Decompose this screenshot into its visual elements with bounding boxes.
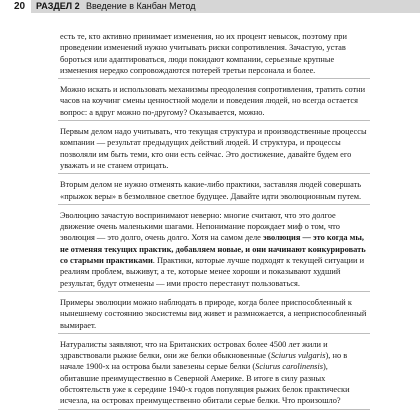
text-run: есть те, кто активно принимает изменения, но их процент невысок, поэтому при проведении изменений нужно учитывать риски сопротивления. Зачастую, устав бороться или адаптироваться, люди покидают компании, серьезные крупные изменения нередко сопровождаются потерей третьи персонала и более.: [60, 32, 347, 75]
text-run: ), но в начале 1900-х на острова были завезены серые белки (: [60, 351, 348, 372]
emphasized-text: эволюция — это когда мы, не отменяя текущих практик, добавляем новые, и они начинают конкурировать со старыми практиками: [60, 233, 366, 266]
body-paragraph: [58, 30, 370, 79]
page-body: [58, 30, 370, 410]
text-run: . Практики, которые лучше подходят к текущей ситуации и реалиям проблем, выживут, а те, которые менее хороши и показывают худший результат, будут отменены — ими просто перестанут пользоваться.: [60, 256, 365, 288]
italic-term: Sciurus vulgaris: [270, 351, 326, 361]
body-paragraph: [58, 178, 370, 205]
body-paragraph: [58, 83, 370, 121]
section-header-bar: [31, 0, 420, 13]
section-title: Введение в Канбан Метод: [86, 1, 196, 11]
text-run: ), обитавшие преимущественно в Северной Америке. В итоге в силу разных обстоятельств уже к середине 1940-х годов популяция рыжих белок практически исчезла, на островах преимущественно обитали серые белки. Что произошло?: [60, 362, 350, 406]
body-paragraph: [58, 209, 370, 292]
body-paragraph: [58, 125, 370, 174]
running-header: [0, 0, 420, 13]
text-run: Можно искать и использовать механизмы преодоления сопротивления, тратить сотни часов на коучинг смены ценностной модели и поведения людей, но всегда остается вопрос: а вдруг можно по-другому? Оказывается, можно.: [60, 85, 366, 117]
text-run: Первым делом надо учитывать, что текущая структура и производственные процессы компании — результат предыдущих действий людей. И структура, и процессы позволяли им быть теми, кто они есть сейчас. Это достижение, давайте будем его уважать и не станем отрицать.: [60, 127, 367, 170]
body-paragraph: [58, 296, 370, 334]
page-number: 20: [14, 1, 26, 12]
section-label: РАЗДЕЛ 2: [36, 1, 80, 11]
body-paragraph: [58, 338, 370, 410]
italic-term: Sciurus carolinensis: [255, 362, 323, 372]
text-run: Примеры эволюции можно наблюдать в природе, когда более приспособленный к нынешнему состоянию экосистемы вид живет и размножается, а неприспособленный вымирает.: [60, 297, 367, 330]
text-run: Эволюцию зачастую воспринимают неверно: многие считают, что это долгое движение очень маленькими шагами. Непонимание порождает миф о том, что эволюция — это долго, очень долго. Хотя на самом деле: [60, 210, 340, 243]
text-run: Натуралисты заявляют, что на Британских островах более 4500 лет жили и здравствовали рыжие белки, они же белки обыкновенные (: [60, 339, 328, 361]
text-run: Вторым делом не нужно отменять какие-либо практики, заставляя людей совершать «прыжок веры» в безмолвное светлое будущее. Давайте идти эволюционным путем.: [60, 180, 362, 201]
